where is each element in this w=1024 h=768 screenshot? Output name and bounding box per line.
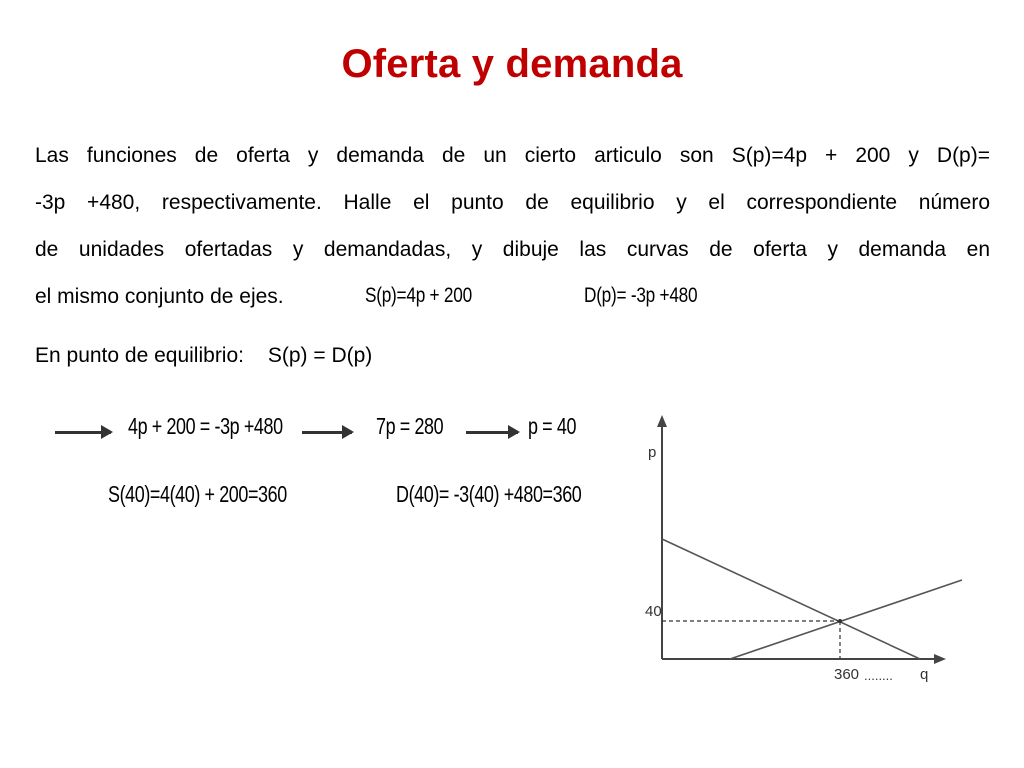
equilibrium-statement bbox=[35, 344, 372, 368]
y-axis-arrow-icon bbox=[657, 415, 667, 427]
step-equation-1: 4p + 200 = -3p +480 bbox=[128, 413, 283, 439]
step-equation-2: 7p = 280 bbox=[376, 413, 444, 439]
demand-equation: D(p)= -3p +480 bbox=[584, 284, 698, 307]
problem-line-2: -3p +480, respectivamente. Halle el punto de equilibrio y el correspondiente número bbox=[35, 191, 990, 214]
arrow-right-icon bbox=[302, 431, 352, 434]
equilibrium-condition: S(p) = D(p) bbox=[267, 344, 373, 367]
equilibrium-label: En punto de equilibrio: bbox=[35, 344, 244, 367]
problem-line-1: Las funciones de oferta y demanda de un cierto articulo son S(p)=4p + 200 y D(p)= bbox=[35, 144, 990, 167]
supply-at-equilibrium: S(40)=4(40) + 200=360 bbox=[108, 481, 287, 507]
arrow-right-icon bbox=[466, 431, 518, 434]
supply-demand-graph bbox=[620, 405, 980, 695]
supply-equation: S(p)=4p + 200 bbox=[365, 284, 472, 307]
step-equation-3: p = 40 bbox=[528, 413, 577, 439]
x-axis-label: q bbox=[920, 666, 929, 683]
problem-line-3: de unidades ofertadas y demandadas, y dibuje las curvas de oferta y demanda en bbox=[35, 238, 990, 261]
problem-statement bbox=[35, 132, 990, 320]
equilibrium-point bbox=[838, 619, 842, 623]
slide-title: Oferta y demanda bbox=[341, 42, 683, 86]
x-axis-arrow-icon bbox=[934, 654, 946, 664]
arrow-right-icon bbox=[55, 431, 111, 434]
demand-at-equilibrium: D(40)= -3(40) +480=360 bbox=[396, 481, 582, 507]
price-tick-label: 40 bbox=[645, 603, 662, 620]
supply-curve bbox=[730, 580, 962, 659]
quantity-dots: ........ bbox=[864, 668, 893, 683]
problem-line-4: el mismo conjunto de ejes. bbox=[35, 285, 284, 308]
quantity-tick-label: 360 bbox=[834, 666, 860, 683]
demand-curve bbox=[662, 539, 920, 659]
y-axis-label: p bbox=[648, 444, 657, 461]
